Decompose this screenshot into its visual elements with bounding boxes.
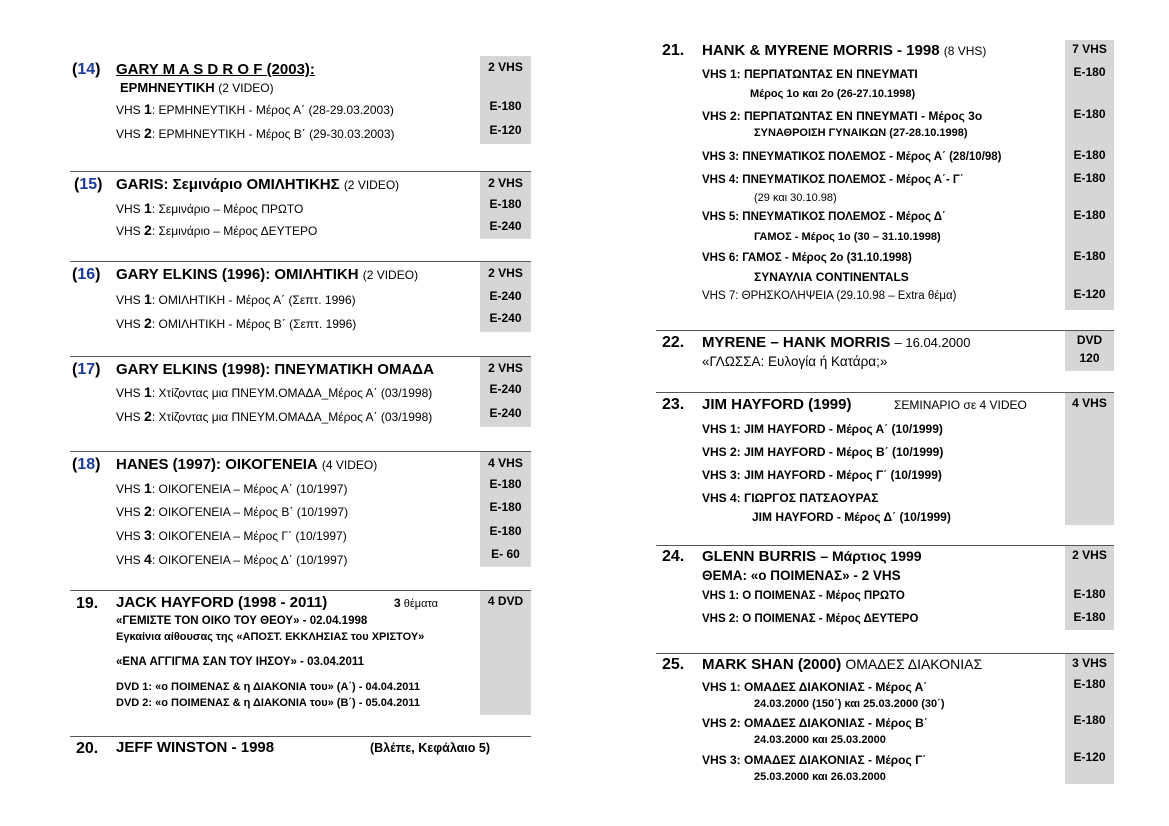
entry-number-24: 24. — [662, 548, 685, 565]
item-18-2: VHS 2: ΟΙΚΟΓΕΝΕΙΑ – Μέρος Β΄ (10/1997) — [116, 503, 349, 519]
item-15-1: VHS 1: Σεμινάριο – Μέρος ΠΡΩΤΟ — [116, 200, 304, 216]
entry-note-19: 3 θέματα — [394, 596, 439, 610]
entry-number-25: 25. — [662, 656, 685, 673]
divider-15 — [70, 171, 531, 172]
item-16-2: VHS 2: ΟΜΙΛΗΤΙΚΗ - Μέρος Β΄ (Σεπτ. 1996) — [116, 315, 357, 331]
code-18-3: E-180 — [489, 524, 522, 538]
line-25-3b: 25.03.2000 και 26.03.2000 — [754, 771, 886, 783]
line-21-5: VHS 5: ΠΝΕΥΜΑΤΙΚΟΣ ΠΟΛΕΜΟΣ - Μέρος Δ΄ — [702, 211, 946, 223]
entry-title-20: JEFF WINSTON - 1998 — [116, 739, 275, 756]
entry-number-16: (16) — [72, 266, 101, 283]
entry-subtitle-24: ΘΕΜΑ: «ο ΠΟΙΜΕΝΑΣ» - 2 VHS — [702, 568, 901, 583]
code-18-1: E-180 — [489, 477, 522, 491]
code-21-2: E-180 — [1073, 107, 1106, 121]
item-17-1: VHS 1: Χτίζοντας μια ΠΝΕΥΜ.ΟΜΑΔΑ_Μέρος Α΄ (03/1998) — [116, 384, 433, 400]
line-23-3: VHS 3: JIM HAYFORD - Μέρος Γ΄ (10/1999) — [702, 468, 942, 482]
entry-number-15: (15) — [74, 176, 103, 193]
line-19-5: DVD 2: «ο ΠΟΙΜΕΝΑΣ & η ΔΙΑΚΟΝΙΑ του» (Β΄) - 05.04.2011 — [116, 697, 420, 709]
divider-25 — [656, 653, 1114, 654]
line-24-1: VHS 1: Ο ΠΟΙΜΕΝΑΣ - Μέρος ΠΡΩΤΟ — [702, 590, 905, 602]
line-21-2: VHS 2: ΠΕΡΠΑΤΩΝΤΑΣ ΕΝ ΠΝΕΥΜΑΤΙ - Μέρος 3ο — [702, 109, 983, 123]
divider-18 — [70, 451, 531, 452]
line-19-2: Εγκαίνια αίθουσας της «ΑΠΟΣΤ. ΕΚΚΛΗΣΙΑΣ του ΧΡΙΣΤΟΥ» — [116, 631, 425, 643]
line-21-4b: (29 και 30.10.98) — [754, 192, 837, 204]
entry-number-18: (18) — [72, 456, 101, 473]
count-22: DVD — [1076, 333, 1103, 347]
code-16-1: E-240 — [489, 289, 522, 303]
item-18-3: VHS 3: ΟΙΚΟΓΕΝΕΙΑ – Μέρος Γ΄ (10/1997) — [116, 527, 347, 543]
line-21-1: VHS 1: ΠΕΡΠΑΤΩΝΤΑΣ ΕΝ ΠΝΕΥΜΑΤΙ — [702, 67, 918, 81]
divider-16 — [70, 261, 531, 262]
entry-ref-20: (Βλέπε, Κεφάλαιο 5) — [370, 741, 490, 755]
code-14-1: E-180 — [489, 99, 522, 113]
line-25-1: VHS 1: ΟΜΑΔΕΣ ΔΙΑΚΟΝΙΑΣ - Μέρος Α΄ — [702, 680, 928, 694]
item-14-2: VHS 2: ΕΡΜΗΝΕΥΤΙΚΗ - Μέρος Β΄ (29-30.03.2003) — [116, 125, 395, 141]
entry-title-18: HANES (1997): ΟΙΚΟΓΕΝΕΙΑ (4 VIDEO) — [116, 456, 378, 473]
count-14: 2 VHS — [488, 60, 523, 74]
count-25: 3 VHS — [1072, 656, 1107, 670]
count-24: 2 VHS — [1072, 548, 1107, 562]
code-15-1: E-180 — [489, 197, 522, 211]
divider-20 — [70, 736, 531, 737]
line-23-2: VHS 2: JIM HAYFORD - Μέρος Β΄ (10/1999) — [702, 445, 944, 459]
count-17: 2 VHS — [488, 361, 523, 375]
count-19: 4 DVD — [487, 594, 524, 608]
code-21-3: E-180 — [1073, 148, 1106, 162]
line-19-3: «ΕΝΑ ΑΓΓΙΓΜΑ ΣΑΝ ΤΟΥ ΙΗΣΟΥ» - 03.04.2011 — [116, 656, 365, 668]
code-15-2: E-240 — [489, 219, 522, 233]
entry-title-23: JIM HAYFORD (1999) — [702, 396, 852, 413]
entry-number-21: 21. — [662, 42, 685, 59]
code-21-1: E-180 — [1073, 65, 1106, 79]
entry-title-25: MARK SHAN (2000) ΟΜΑΔΕΣ ΔΙΑΚΟΝΙΑΣ — [702, 656, 983, 673]
entry-title-22: MYRENE – HANK MORRIS – 16.04.2000 — [702, 334, 971, 351]
line-19-1: «ΓΕΜΙΣΤΕ ΤΟΝ ΟΙΚΟ ΤΟΥ ΘΕΟΥ» - 02.04.1998 — [116, 615, 368, 627]
entry-title-15: GARIS: Σεμινάριο ΟΜΙΛΗΤΙΚΗΣ (2 VIDEO) — [116, 176, 400, 193]
line-21-3: VHS 3: ΠΝΕΥΜΑΤΙΚΟΣ ΠΟΛΕΜΟΣ - Μέρος Α΄ (28/10/98) — [702, 151, 1002, 163]
code-21-7: E-120 — [1073, 287, 1106, 301]
entry-title-21: HANK & MYRENE MORRIS - 1998 (8 VHS) — [702, 42, 987, 59]
line-25-1b: 24.03.2000 (150΄) και 25.03.2000 (30΄) — [754, 698, 945, 710]
line-25-2: VHS 2: ΟΜΑΔΕΣ ΔΙΑΚΟΝΙΑΣ - Μέρος Β΄ — [702, 716, 928, 730]
entry-number-23: 23. — [662, 396, 685, 413]
entry-title-19: JACK HAYFORD (1998 - 2011) — [116, 594, 328, 611]
item-18-1: VHS 1: ΟΙΚΟΓΕΝΕΙΑ – Μέρος Α΄ (10/1997) — [116, 480, 348, 496]
line-23-4: VHS 4: ΓΙΩΡΓΟΣ ΠΑΤΣΑΟΥΡΑΣ — [702, 491, 879, 505]
divider-17 — [70, 356, 531, 357]
divider-23 — [656, 392, 1114, 393]
entry-number-17: (17) — [72, 361, 101, 378]
count-18: 4 VHS — [488, 456, 523, 470]
code-25-2: E-180 — [1073, 713, 1106, 727]
divider-24 — [656, 545, 1114, 546]
line-21-2b: ΣΥΝΑΘΡΟΙΣΗ ΓΥΝΑΙΚΩΝ (27-28.10.1998) — [754, 127, 968, 139]
entry-number-20: 20. — [76, 740, 99, 757]
entry-number-19: 19. — [76, 595, 99, 612]
item-14-1: VHS 1: ΕΡΜΗΝΕΥΤΙΚΗ - Μέρος Α΄ (28-29.03.2003) — [116, 101, 394, 117]
count-box-23 — [1065, 393, 1114, 525]
line-19-4: DVD 1: «ο ΠΟΙΜΕΝΑΣ & η ΔΙΑΚΟΝΙΑ του» (Α΄) - 04.04.2011 — [116, 681, 420, 693]
line-21-6b: ΣΥΝΑΥΛΙΑ CONTINENTALS — [754, 270, 909, 284]
count-23: 4 VHS — [1072, 396, 1107, 410]
count-21: 7 VHS — [1072, 42, 1107, 56]
code-18-2: E-180 — [489, 500, 522, 514]
count-15: 2 VHS — [488, 176, 523, 190]
code-25-1: E-180 — [1073, 677, 1106, 691]
code-16-2: E-240 — [489, 311, 522, 325]
code-17-2: E-240 — [489, 406, 522, 420]
entry-subtitle-14: ΕΡΜΗΝΕΥΤΙΚΗ (2 VIDEO) — [120, 80, 274, 95]
line-21-1b: Μέρος 1ο και 2ο (26-27.10.1998) — [750, 88, 916, 100]
entry-number-14: (14) — [72, 61, 101, 78]
line-21-4: VHS 4: ΠΝΕΥΜΑΤΙΚΟΣ ΠΟΛΕΜΟΣ - Μέρος Α΄- Γ΄ — [702, 174, 964, 186]
entry-title-16: GARY ELKINS (1996): ΟΜΙΛΗΤΙΚΗ (2 VIDEO) — [116, 266, 419, 283]
code-14-2: E-120 — [489, 123, 522, 137]
line-21-6: VHS 6: ΓΑΜΟΣ - Μέρος 2ο (31.10.1998) — [702, 252, 912, 264]
code-21-4: E-180 — [1073, 171, 1106, 185]
entry-title-24: GLENN BURRIS – Μάρτιος 1999 — [702, 548, 922, 565]
entry-title-14: GARY M A S D R O F (2003): — [116, 61, 315, 78]
entry-title-17: GARY ELKINS (1998): ΠΝΕΥΜΑΤΙΚΗ ΟΜΑΔΑ — [116, 361, 434, 378]
entry-note-23: ΣΕΜΙΝΑΡΙΟ σε 4 VIDEO — [894, 398, 1027, 412]
item-15-2: VHS 2: Σεμινάριο – Μέρος ΔΕΥΤΕΡΟ — [116, 222, 318, 238]
divider-19 — [70, 590, 531, 591]
count-16: 2 VHS — [488, 266, 523, 280]
entry-number-22: 22. — [662, 334, 685, 351]
line-21-7: VHS 7: ΘΡΗΣΚΟΛΗΨΕΙΑ (29.10.98 – Extra θέμα) — [702, 290, 957, 302]
count-box-19 — [480, 591, 531, 715]
line-25-3: VHS 3: ΟΜΑΔΕΣ ΔΙΑΚΟΝΙΑΣ - Μέρος Γ΄ — [702, 753, 927, 767]
line-23-4b: JIM HAYFORD - Μέρος Δ΄ (10/1999) — [752, 510, 951, 524]
line-24-2: VHS 2: Ο ΠΟΙΜΕΝΑΣ - Μέρος ΔΕΥΤΕΡΟ — [702, 613, 919, 625]
code-18-4: E- 60 — [491, 547, 520, 561]
code-21-5: E-180 — [1073, 208, 1106, 222]
entry-subtitle-22: «ΓΛΩΣΣΑ: Ευλογία ή Κατάρα;» — [702, 354, 888, 369]
divider-22 — [656, 330, 1114, 331]
line-23-1: VHS 1: JIM HAYFORD - Μέρος Α΄ (10/1999) — [702, 422, 943, 436]
code-24-1: E-180 — [1073, 587, 1106, 601]
code-24-2: E-180 — [1073, 610, 1106, 624]
item-16-1: VHS 1: ΟΜΙΛΗΤΙΚΗ - Μέρος Α΄ (Σεπτ. 1996) — [116, 291, 356, 307]
code-21-6: E-180 — [1073, 249, 1106, 263]
line-21-5b: ΓΑΜΟΣ - Μέρος 1ο (30 – 31.10.1998) — [754, 231, 941, 243]
item-18-4: VHS 4: ΟΙΚΟΓΕΝΕΙΑ – Μέρος Δ΄ (10/1997) — [116, 551, 348, 567]
code-17-1: E-240 — [489, 382, 522, 396]
code-25-3: E-120 — [1073, 750, 1106, 764]
item-17-2: VHS 2: Χτίζοντας μια ΠΝΕΥΜ.ΟΜΑΔΑ_Μέρος Α΄ (03/1998) — [116, 408, 433, 424]
count-22-minutes: 120 — [1079, 351, 1100, 365]
line-25-2b: 24.03.2000 και 25.03.2000 — [754, 734, 886, 746]
